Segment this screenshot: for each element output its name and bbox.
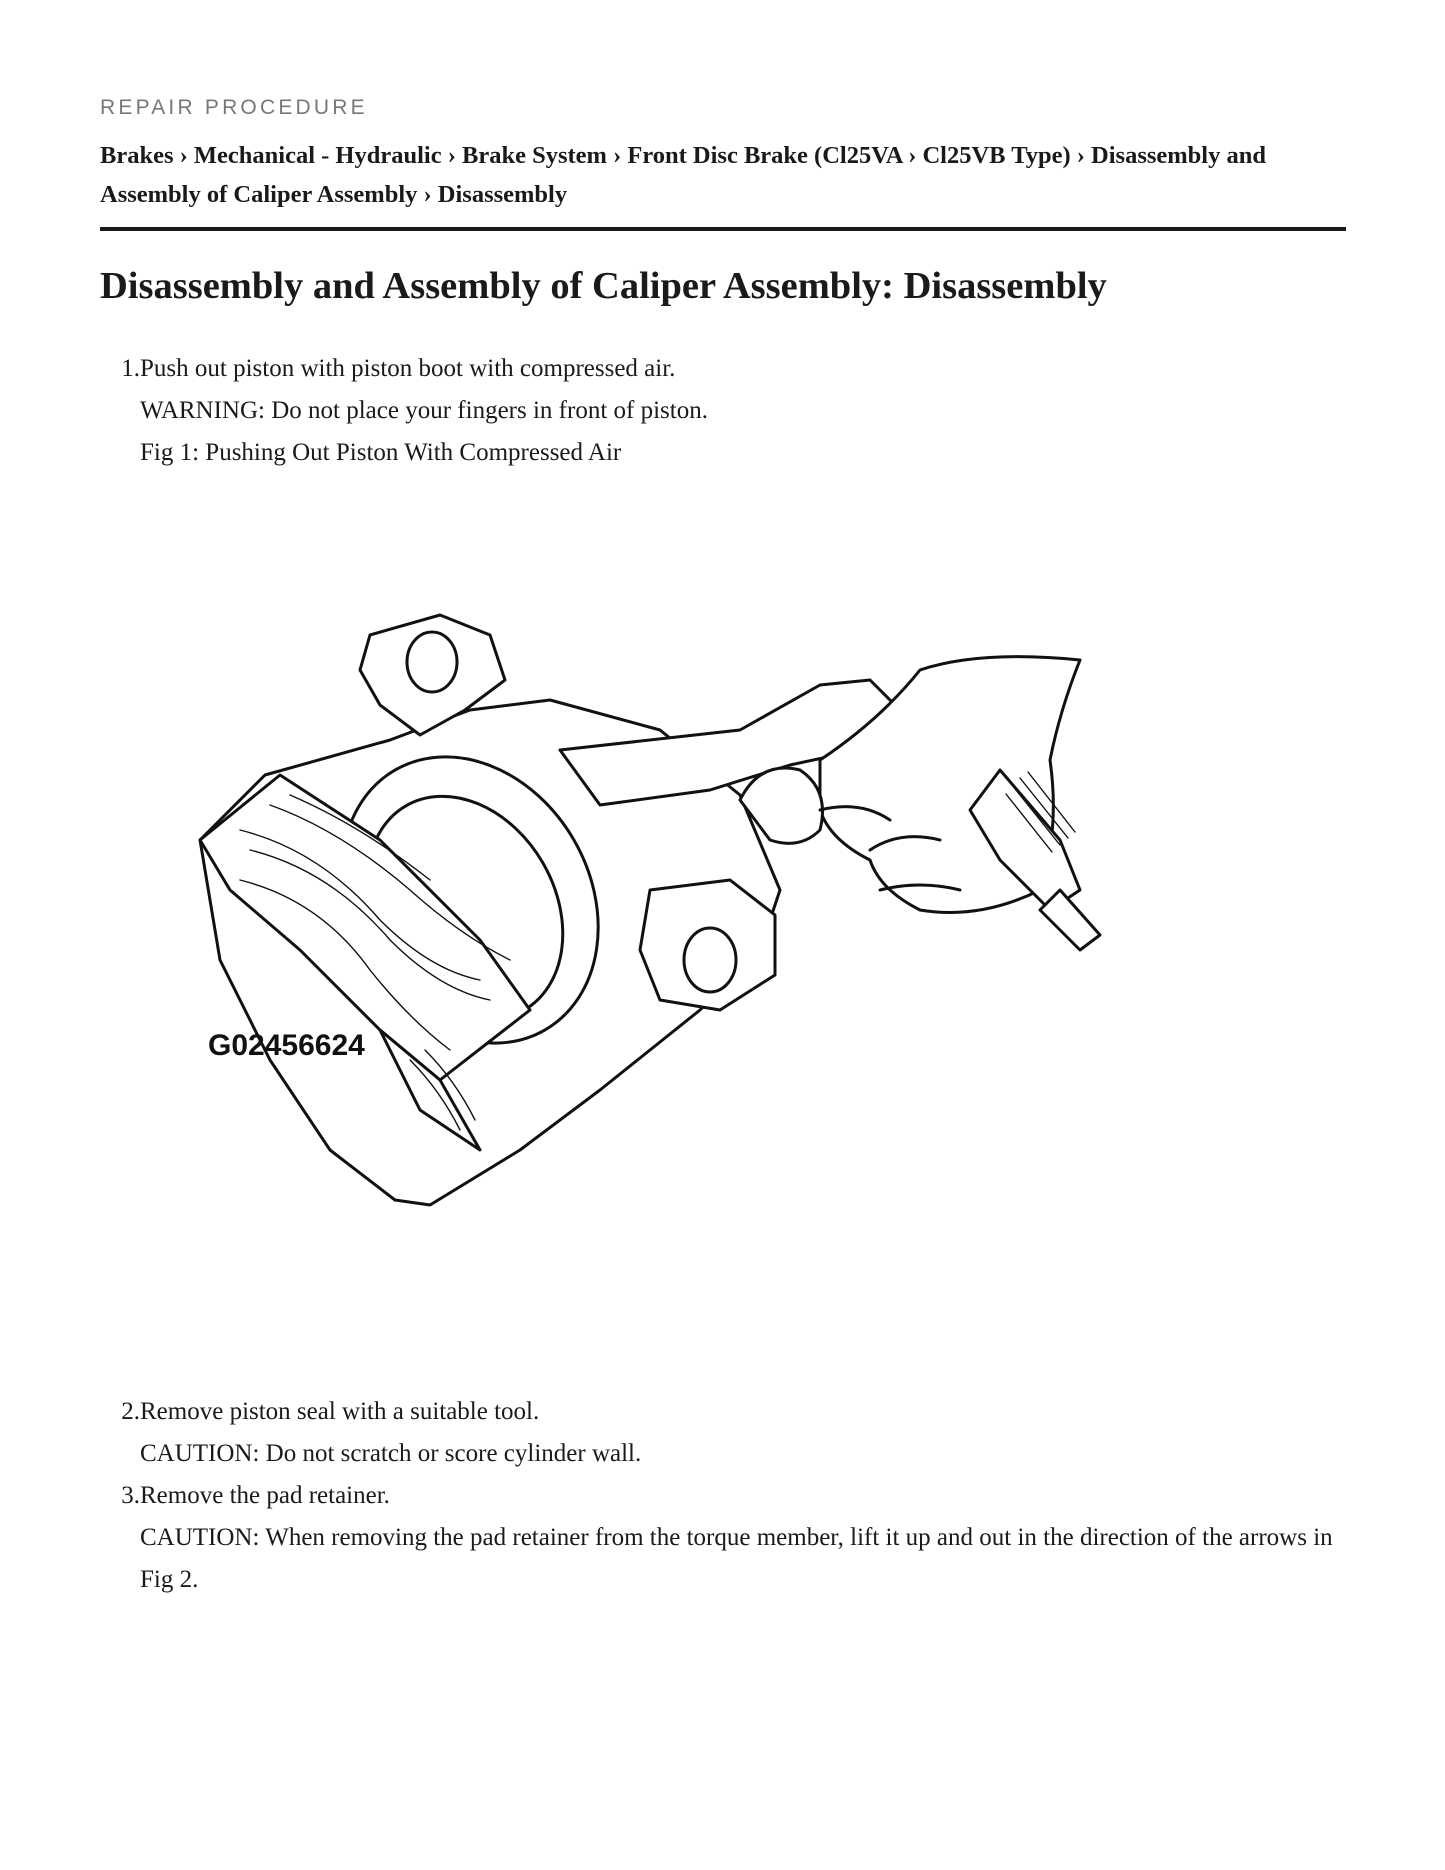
step-text: Push out piston with piston boot with compressed air. <box>140 355 676 382</box>
breadcrumb: Brakes › Mechanical - Hydraulic › Brake System › Front Disc Brake (Cl25VA › Cl25VB Type) › Disassembly and Assembly of Caliper Assembly › Disassembly <box>100 142 1266 208</box>
header-divider <box>100 227 1346 231</box>
section-kicker: REPAIR PROCEDURE <box>100 96 368 119</box>
step-number: 1. <box>121 355 140 382</box>
step-number: 3. <box>121 1482 140 1509</box>
figure-code: G02456624 <box>208 1029 365 1062</box>
caliper-piston-illustration <box>180 590 1310 1280</box>
step-caution: CAUTION: When removing the pad retainer from the torque member, lift it up and out in the direction of the arrows in Fig 2. <box>140 1524 1333 1593</box>
step-warning: WARNING: Do not place your fingers in front of piston. <box>140 397 708 424</box>
step-caution: CAUTION: Do not scratch or score cylinder wall. <box>140 1440 642 1467</box>
figure-caption: Fig 1: Pushing Out Piston With Compressed Air <box>140 439 622 466</box>
step-text: Remove the pad retainer. <box>140 1482 390 1509</box>
page-title: Disassembly and Assembly of Caliper Assembly: Disassembly <box>100 265 1107 307</box>
step-text: Remove piston seal with a suitable tool. <box>140 1398 540 1425</box>
step-number: 2. <box>121 1398 140 1425</box>
